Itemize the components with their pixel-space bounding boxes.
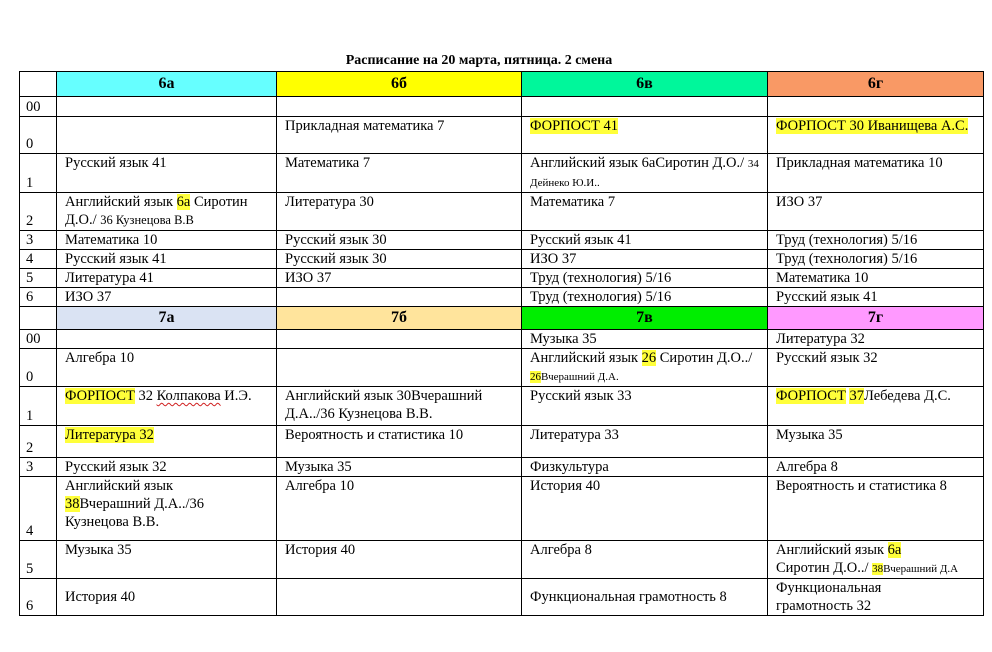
lesson-text: Сиротин Д.О./ <box>65 194 248 228</box>
lesson-cell <box>57 426 277 458</box>
lesson-cell: История 40 <box>277 541 522 579</box>
lesson-cell <box>768 541 984 579</box>
highlighted-text: ФОРПОСТ 30 Иванищева А.С. <box>776 118 969 134</box>
teacher-text: Вчерашний Д.А <box>883 563 959 575</box>
table-row <box>20 330 984 349</box>
lesson-cell: Алгебра 8 <box>522 541 768 579</box>
lesson-cell: Труд (технология) 5/16 <box>522 288 768 307</box>
table-row <box>20 154 984 193</box>
highlighted-text: ФОРПОСТ <box>65 388 135 404</box>
lesson-cell: Литература 33 <box>522 426 768 458</box>
class-header-7v: 7в <box>522 307 768 330</box>
lesson-number: 6 <box>20 579 57 616</box>
lesson-cell <box>768 117 984 154</box>
highlighted-text: 6а <box>176 194 191 210</box>
corner-cell <box>20 307 57 330</box>
lesson-cell <box>522 97 768 117</box>
lesson-cell: Функциональная грамотность 8 <box>522 579 768 616</box>
lesson-cell: Русский язык 41 <box>522 231 768 250</box>
teacher-text: 36 Кузнецова В.В <box>100 213 194 227</box>
lesson-cell: ИЗО 37 <box>57 288 277 307</box>
lesson-text: Сиротин Д.О../ <box>656 350 753 366</box>
lesson-cell <box>57 193 277 231</box>
table-row <box>20 579 984 616</box>
lesson-text: 32 <box>134 388 157 404</box>
lesson-number: 00 <box>20 330 57 349</box>
table-row <box>20 269 984 288</box>
highlighted-text: 26 <box>641 350 657 366</box>
class-header-6g: 6г <box>768 72 984 97</box>
lesson-cell <box>277 349 522 387</box>
spellcheck-word: Колпакова <box>156 388 221 404</box>
lesson-cell <box>277 97 522 117</box>
class-header-7a: 7а <box>57 307 277 330</box>
lesson-number: 3 <box>20 458 57 477</box>
lesson-cell: ИЗО 37 <box>522 250 768 269</box>
teacher-text: 34 Дейнеко Ю.И.. <box>530 158 759 189</box>
class-header-7g: 7г <box>768 307 984 330</box>
title-text: Расписание на 20 марта, пятница. 2 смена <box>345 53 613 68</box>
lesson-cell: Вероятность и статистика 10 <box>277 426 522 458</box>
lesson-cell <box>57 477 277 541</box>
class-header-7b: 7б <box>277 307 522 330</box>
page-title <box>0 53 992 69</box>
lesson-cell <box>57 117 277 154</box>
highlighted-text: Литература 32 <box>65 427 154 443</box>
lesson-text: Английский язык <box>776 542 888 558</box>
lesson-cell <box>57 330 277 349</box>
lesson-cell <box>522 117 768 154</box>
lesson-number: 6 <box>20 288 57 307</box>
class-header-6a: 6а <box>57 72 277 97</box>
table-row <box>20 541 984 579</box>
lesson-cell: Музыка 35 <box>522 330 768 349</box>
lesson-number: 2 <box>20 426 57 458</box>
lesson-number: 1 <box>20 154 57 193</box>
highlighted-text: 6а <box>887 542 902 558</box>
lesson-cell: История 40 <box>522 477 768 541</box>
lesson-cell: Алгебра 8 <box>768 458 984 477</box>
corner-cell <box>20 72 57 97</box>
lesson-cell <box>768 97 984 117</box>
table-row <box>20 193 984 231</box>
lesson-text: Английский язык <box>65 194 177 210</box>
lesson-cell: Прикладная математика 10 <box>768 154 984 193</box>
table-row <box>20 117 984 154</box>
highlighted-text: 37 <box>849 388 864 404</box>
lesson-cell: Русский язык 30 <box>277 250 522 269</box>
highlighted-text: 38 <box>65 496 80 512</box>
lesson-cell: Литература 41 <box>57 269 277 288</box>
table-row <box>20 97 984 117</box>
teacher-text: Вчерашний Д.А. <box>541 371 619 383</box>
lesson-cell: Математика 10 <box>57 231 277 250</box>
lesson-text: Английский язык <box>530 350 642 366</box>
lesson-cell: Литература 32 <box>768 330 984 349</box>
class-header-row <box>20 72 984 97</box>
lesson-cell: Прикладная математика 7 <box>277 117 522 154</box>
teacher-text: Вчерашний Д.А../36 Кузнецова В.В. <box>65 496 205 530</box>
lesson-cell: Труд (технология) 5/16 <box>768 250 984 269</box>
lesson-cell: Музыка 35 <box>768 426 984 458</box>
highlighted-text: 38 <box>872 563 884 575</box>
lesson-cell: Русский язык 41 <box>57 154 277 193</box>
highlighted-text: ФОРПОСТ <box>776 388 846 404</box>
lesson-number: 5 <box>20 269 57 288</box>
table-row <box>20 349 984 387</box>
lesson-cell: ИЗО 37 <box>277 269 522 288</box>
lesson-text: И.Э. <box>220 388 252 404</box>
class-header-6b: 6б <box>277 72 522 97</box>
lesson-cell <box>522 154 768 193</box>
lesson-number: 0 <box>20 349 57 387</box>
table-row <box>20 288 984 307</box>
lesson-cell: Алгебра 10 <box>57 349 277 387</box>
lesson-cell: ИЗО 37 <box>768 193 984 231</box>
table-row <box>20 250 984 269</box>
schedule-table <box>19 71 984 616</box>
lesson-cell: Музыка 35 <box>57 541 277 579</box>
lesson-cell: Функциональная грамотность 32 <box>768 579 984 616</box>
highlighted-text: 26 <box>530 371 541 383</box>
lesson-text: Английский язык <box>65 478 174 494</box>
lesson-text: Английский язык 6аСиротин Д.О./ <box>530 155 748 171</box>
lesson-cell: Физкультура <box>522 458 768 477</box>
table-row <box>20 458 984 477</box>
lesson-cell <box>277 330 522 349</box>
lesson-cell: Русский язык 30 <box>277 231 522 250</box>
lesson-number: 4 <box>20 250 57 269</box>
lesson-cell <box>768 387 984 426</box>
table-row <box>20 387 984 426</box>
lesson-number: 0 <box>20 117 57 154</box>
lesson-number: 00 <box>20 97 57 117</box>
lesson-number: 3 <box>20 231 57 250</box>
lesson-cell <box>57 97 277 117</box>
lesson-cell: Русский язык 33 <box>522 387 768 426</box>
lesson-cell: Труд (технология) 5/16 <box>522 269 768 288</box>
lesson-cell: Русский язык 41 <box>57 250 277 269</box>
lesson-cell <box>57 387 277 426</box>
lesson-cell: Математика 10 <box>768 269 984 288</box>
lesson-cell <box>277 579 522 616</box>
lesson-cell: Математика 7 <box>277 154 522 193</box>
lesson-text: Сиротин Д.О../ <box>776 560 873 576</box>
class-header-6v: 6в <box>522 72 768 97</box>
lesson-cell: Алгебра 10 <box>277 477 522 541</box>
lesson-number: 4 <box>20 477 57 541</box>
table-row <box>20 426 984 458</box>
lesson-cell: История 40 <box>57 579 277 616</box>
lesson-number: 5 <box>20 541 57 579</box>
lesson-cell: Русский язык 32 <box>57 458 277 477</box>
table-row <box>20 477 984 541</box>
lesson-cell: Литература 30 <box>277 193 522 231</box>
lesson-cell: Русский язык 32 <box>768 349 984 387</box>
lesson-number: 2 <box>20 193 57 231</box>
lesson-cell: Английский язык 30Вчерашний Д.А../36 Кузнецова В.В. <box>277 387 522 426</box>
class-header-row <box>20 307 984 330</box>
lesson-text: Лебедева Д.С. <box>863 388 951 404</box>
lesson-cell <box>522 349 768 387</box>
lesson-cell: Математика 7 <box>522 193 768 231</box>
lesson-number: 1 <box>20 387 57 426</box>
lesson-cell: Вероятность и статистика 8 <box>768 477 984 541</box>
table-row <box>20 231 984 250</box>
lesson-cell: Музыка 35 <box>277 458 522 477</box>
lesson-cell: Русский язык 41 <box>768 288 984 307</box>
lesson-cell: Труд (технология) 5/16 <box>768 231 984 250</box>
highlighted-text: ФОРПОСТ 41 <box>530 118 618 134</box>
lesson-cell <box>277 288 522 307</box>
